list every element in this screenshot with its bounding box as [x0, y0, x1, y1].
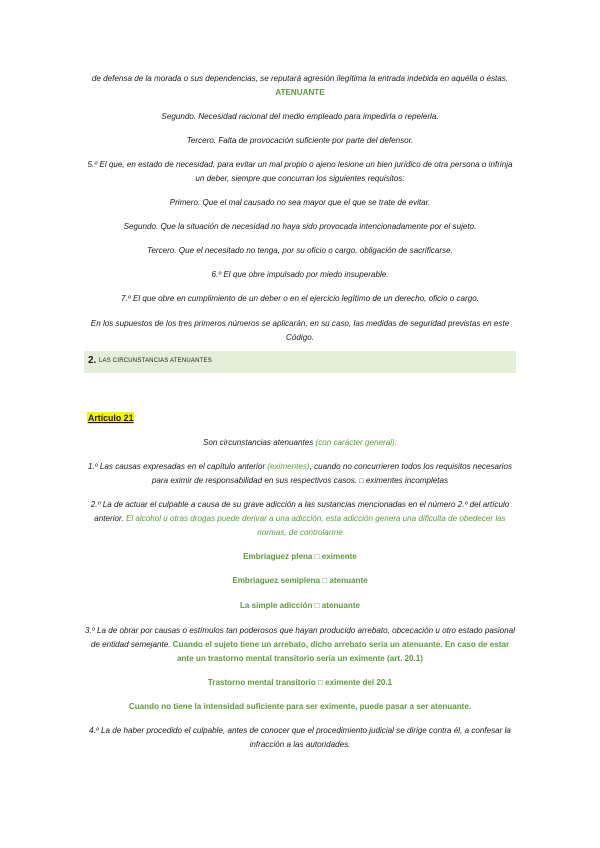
box-glyph: □	[359, 478, 364, 485]
paragraph-tercero-oficio: Tercero. Que el necesitado no tenga, por su oficio o cargo, obligación de sacrificarse.	[147, 246, 453, 255]
paragraph-segundo-situacion: Segundo. Que la situación de necesidad no haya sido provocada intencionadamente por el sujeto.	[123, 222, 477, 231]
text: de defensa de la morada o sus dependencias, se reputará agresión ilegítima la entrada indebida en aquélla o éstas.	[91, 74, 509, 83]
paragraph-deber: 7.º El que obre en cumplimiento de un deber o en el ejercicio legítimo de un derecho, oficio o cargo.	[121, 294, 479, 303]
article-heading: Artículo 21	[88, 413, 134, 423]
note-embriaguez-semiplena: Embriaguez semiplena □ atenuante	[232, 576, 368, 585]
paragraph-tercero-provocacion: Tercero. Falta de provocación suficiente por parte del defensor.	[186, 136, 414, 145]
paragraph-miedo: 6.º El que obre impulsado por miedo insuperable.	[211, 270, 389, 279]
section-title: LAS CIRCUNSTANCIAS ATENUANTES	[99, 358, 212, 364]
note-intensidad: Cuando no tiene la intensidad suficiente para ser eximente, puede pasar a ser atenuante.	[128, 702, 472, 711]
text: , cuando no concurrieren todos los requisitos necesarios para eximir de responsabilidad en sus respectivos casos.	[151, 462, 513, 485]
text: 1.º Las causas expresadas en el capítulo anterior	[87, 462, 266, 471]
paragraph-n2	[84, 498, 516, 540]
paragraph-defensa-morada	[84, 72, 516, 100]
paragraph-n4: 4.º La de haber procedido el culpable, antes de conocer que el procedimiento judicial se dirige contra él, a confesar la infracción a las autoridades.	[89, 726, 511, 749]
text: Son circunstancias atenuantes	[203, 438, 314, 447]
section-header	[84, 351, 516, 373]
text: 2.º La de actuar el culpable a causa de su grave adicción a las sustancias mencionadas en el número 2.º del artículo anterior.	[90, 500, 510, 523]
paragraph-n1	[84, 460, 516, 489]
note-atenuante: ATENUANTE	[275, 88, 325, 97]
paragraph-estado-necesidad: 5.º El que, en estado de necesidad, para evitar un mal propio o ajeno lesione un bien jurídico de otra persona o infrinja un deber, siempre que concurran los siguientes requisitos:	[87, 160, 513, 183]
paragraph-intro	[84, 436, 516, 450]
text: eximentes incompletas	[365, 476, 449, 485]
text: 3.º La de obrar por causas o estímulos tan poderosos que hayan producido arrebato, obcecación u otro estado pasional de entidad semejante.	[85, 626, 515, 649]
paragraph-segundo-necesidad: Segundo. Necesidad racional del medio empleado para impedirla o repelerla.	[161, 112, 439, 121]
paragraph-medidas: En los supuestos de los tres primeros números se aplicarán, en su caso, las medidas de seguridad previstas en este Código.	[90, 319, 510, 342]
note-embriaguez-plena: Embriaguez plena □ eximente	[243, 552, 357, 561]
note-simple-adiccion: La simple adicción □ atenuante	[239, 601, 361, 610]
note-general: (con carácter general):	[315, 438, 397, 447]
paragraph-primero-mal: Primero. Que el mal causado no sea mayor que el que se trate de evitar.	[169, 198, 431, 207]
note-eximentes: (eximentes)	[267, 462, 310, 471]
paragraph-n3	[84, 624, 516, 666]
note-adiccion: El alcohol u otras drogas puede derivar a una adicción, esta adicción genera una dificulta de obedecer las normas, de controlarme	[125, 514, 506, 537]
section-number: 2.	[88, 355, 97, 366]
note-arrebato: Cuando el sujeto tiene un arrebato, dicho arrebato sería un atenuante. En caso de estar ante un trastorno mental transitorio sería un eximente (art. 20.1)	[172, 640, 510, 663]
note-trastorno: Trastorno mental transitorio □ eximente del 20.1	[207, 678, 393, 687]
